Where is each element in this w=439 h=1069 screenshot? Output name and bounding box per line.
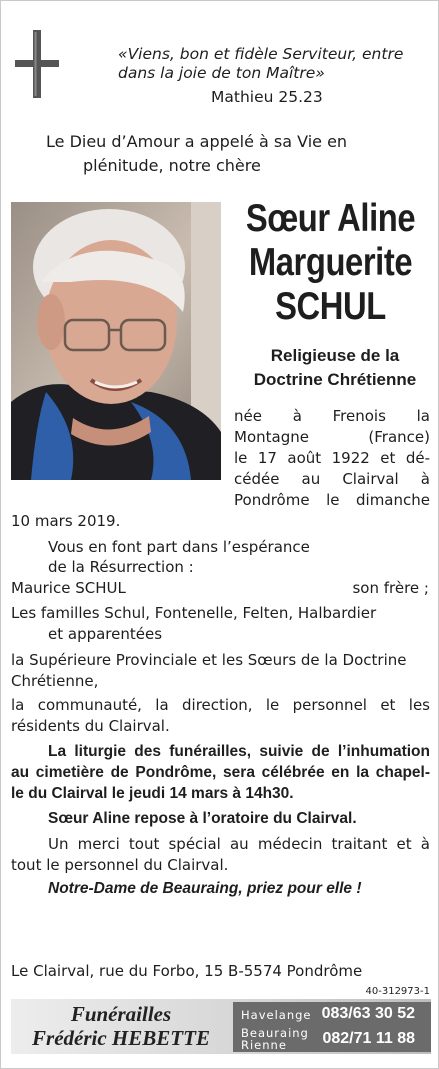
quote-line-1: «Viens, bon et fidèle Serviteur, entre: [118, 45, 404, 63]
thanks-line-2: tout le personnel du Clairval.: [11, 856, 229, 874]
brother-relation: son frère ;: [352, 579, 429, 597]
thanks-text: [11, 834, 430, 876]
community-text: la communauté, la direction, le personnel et les résidents du Clairval.: [11, 696, 430, 735]
families-line-1: Les familles Schul, Fontenelle, Felten, Halbardier: [11, 604, 377, 622]
prayer-text: Notre-Dame de Beauraing, priez pour elle !: [48, 880, 362, 897]
funeral-home-banner: [11, 999, 431, 1054]
funeral-home-name-line-2: Frédéric HEBETTE: [32, 1026, 210, 1050]
location-rienne: Rienne: [241, 1038, 287, 1052]
announcement-line-1: Vous en font part dans l’espérance: [48, 538, 310, 556]
intro-line-1: Le Dieu d’Amour a appelé à sa Vie en: [46, 132, 348, 151]
name-line-3: SCHUL: [275, 285, 386, 328]
thanks-line-1: Un merci tout spécial au médecin traitant et à: [48, 835, 430, 853]
congregation-line-1: Religieuse de la: [270, 346, 400, 365]
location-beauraing: Beauraing: [241, 1026, 309, 1040]
funeral-line-3: le du Clairval le jeudi 14 mars à 14h30.: [11, 785, 294, 802]
birth-line-3: le 17 août 1922 et dé-: [234, 449, 430, 467]
name-line-1: Sœur Aline: [245, 197, 416, 240]
funeral-details: [11, 741, 430, 804]
congregation: [237, 344, 433, 392]
intro-line-2: plénitude, notre chère: [83, 156, 261, 175]
reference-number: 40-312973-1: [365, 986, 430, 997]
scripture-quote: [118, 45, 430, 83]
phone-beauraing: 082/71 11 88: [322, 1030, 415, 1047]
address: Le Clairval, rue du Forbo, 15 B-5574 Pondrôme: [11, 962, 363, 980]
birth-line-6: 10 mars 2019.: [11, 512, 121, 530]
funeral-line-2: au cimetière de Pondrôme, sera célébrée en la chapel-: [11, 764, 430, 781]
cross-icon: [15, 30, 59, 98]
phone-havelange: 083/63 30 52: [321, 1005, 415, 1022]
birth-line-2: Montagne (France): [234, 428, 430, 446]
quote-line-2: dans la joie de ton Maître»: [118, 64, 325, 82]
superior-text: la Supérieure Provinciale et les Sœurs de la Doctrine Chrétienne,: [11, 651, 407, 690]
brother-name: Maurice SCHUL: [11, 579, 126, 597]
birth-line-4: cédée au Clairval à: [234, 470, 430, 488]
families-line-2: et apparentées: [48, 625, 163, 643]
announcement-line-2: de la Résurrection :: [48, 558, 194, 576]
birth-line-1: née à Frenois la: [234, 407, 430, 425]
congregation-line-2: Doctrine Chrétienne: [253, 370, 417, 389]
quote-reference: Mathieu 25.23: [211, 88, 323, 106]
birth-line-5: Pondrôme le dimanche: [234, 491, 430, 509]
portrait-photo: [11, 202, 221, 480]
name-line-2: Marguerite: [248, 241, 413, 284]
deceased-name: [244, 197, 418, 329]
birth-death-text: [234, 406, 430, 511]
repose-text: Sœur Aline repose à l’oratoire du Clairval.: [48, 810, 357, 827]
location-havelange: Havelange: [241, 1008, 312, 1022]
funeral-home-name-line-1: Funérailles: [70, 1002, 172, 1026]
funeral-line-1: La liturgie des funérailles, suivie de l’inhumation: [48, 743, 430, 760]
funeral-home-contacts: [233, 1002, 431, 1052]
